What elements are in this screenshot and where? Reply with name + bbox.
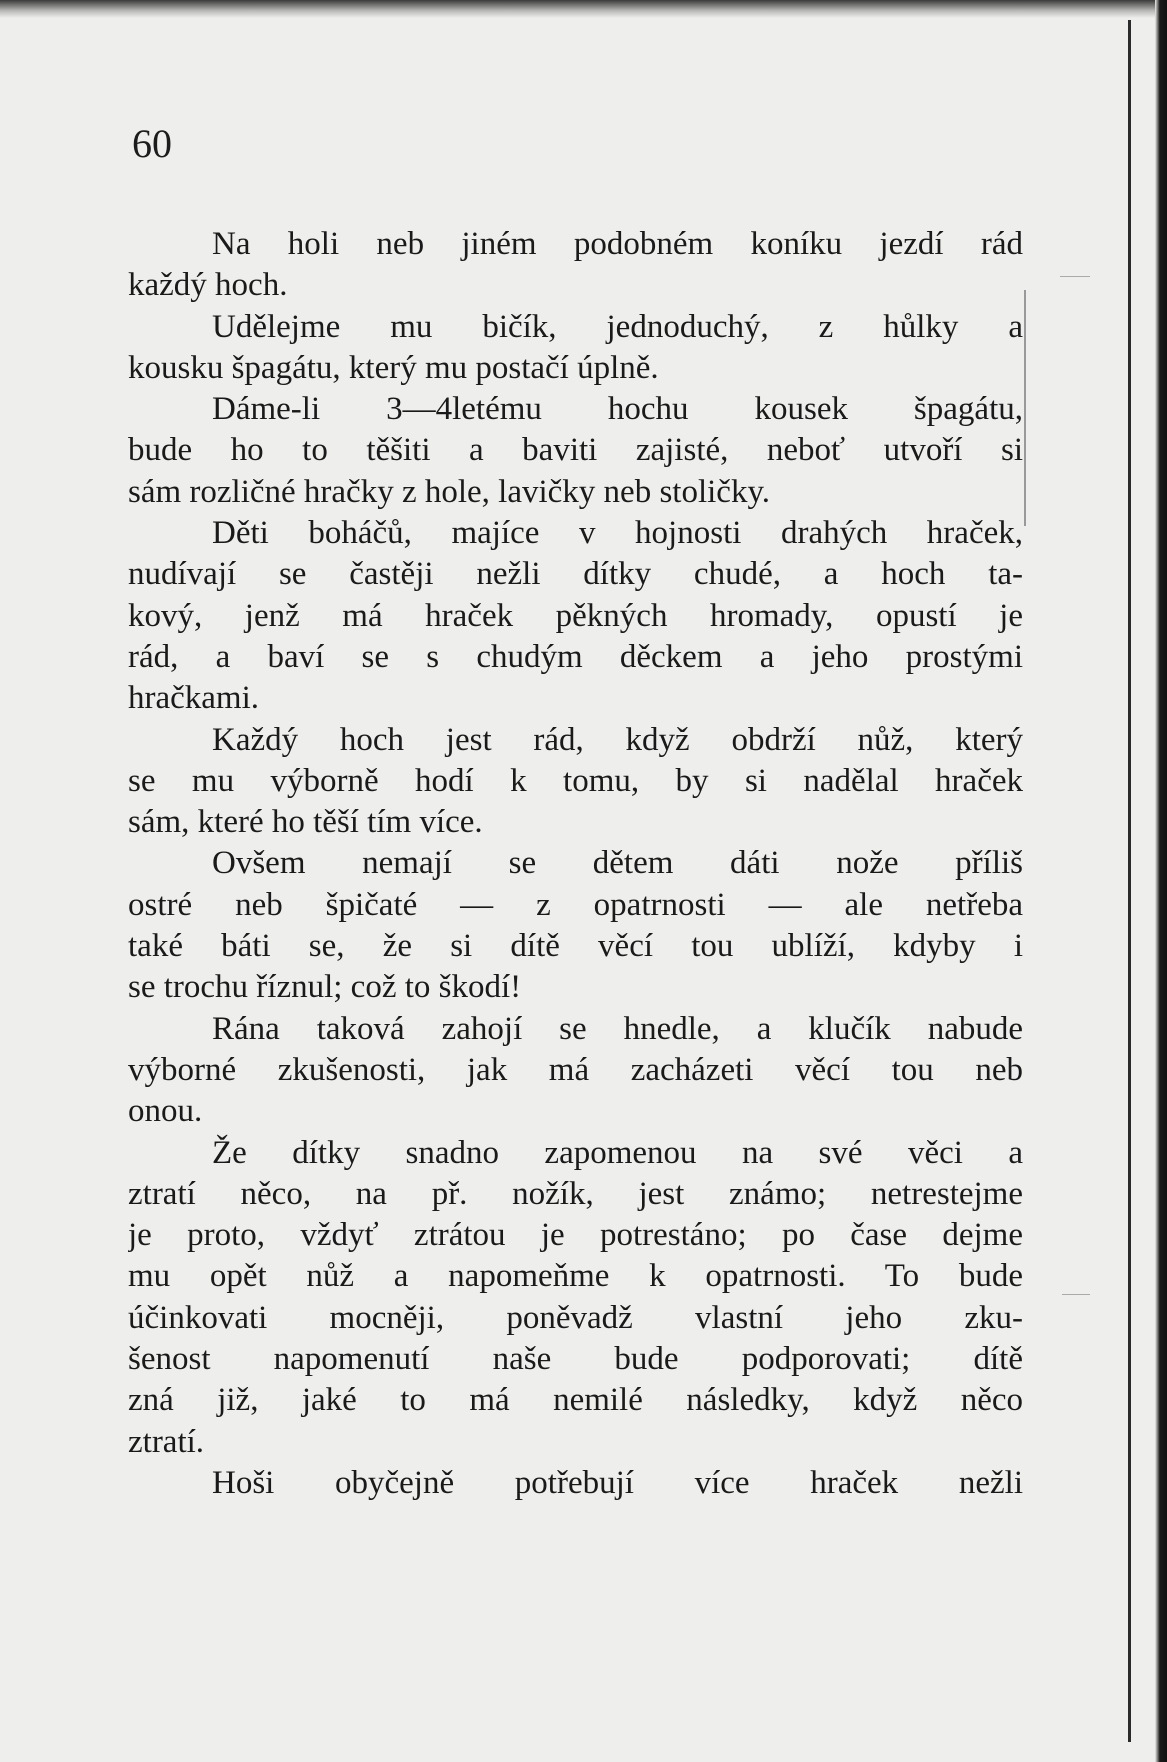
text-line: také báti se, že si dítě věcí tou ublíží, kdyby i [128, 928, 1023, 965]
text-line: bude ho to těšiti a baviti zajisté, neboť utvoří si [128, 432, 1023, 469]
text-line: hračkami. [128, 680, 260, 717]
text-line: Na holi neb jiném podobném koníku jezdí rád [212, 226, 1023, 262]
text-line: ztratí. [128, 1423, 205, 1460]
text-line: kousku špagátu, který mu postačí úplně. [128, 349, 659, 386]
text-line: šenost napomenutí naše bude podporovati; dítě [128, 1341, 1023, 1378]
text-line: zná již, jaké to má nemilé následky, když něco [128, 1382, 1023, 1419]
text-line: mu opět nůž a napomeňme k opatrnosti. To bude [128, 1258, 1023, 1295]
scan-edge-top [0, 0, 1167, 18]
text-line: onou. [128, 1093, 203, 1130]
text-line: Že dítky snadno zapomenou na své věci a [212, 1134, 1023, 1171]
text-line: kový, jenž má hraček pěkných hromady, opustí je [128, 597, 1023, 634]
body-text [128, 224, 1023, 1504]
text-line: ztratí něco, na př. nožík, jest známo; netrestejme [128, 1175, 1023, 1212]
text-line: je proto, vždyť ztrátou je potrestáno; po čase dejme [128, 1217, 1023, 1254]
text-line: Ovšem nemají se dětem dáti nože příliš [212, 845, 1023, 882]
text-line: Dáme-li 3—4letému hochu kousek špagátu, [212, 391, 1023, 428]
text-line: nudívají se častěji nežli dítky chudé, a hoch ta- [128, 556, 1023, 593]
text-line: se mu výborně hodí k tomu, by si nadělal hraček [128, 762, 1023, 799]
scan-edge-right-line [1128, 20, 1131, 1742]
text-line: účinkovati mocněji, poněvadž vlastní jeho zku- [128, 1299, 1023, 1336]
text-line: Hoši obyčejně potřebují více hraček nežli [212, 1464, 1023, 1501]
text-line: výborné zkušenosti, jak má zacházeti věcí tou neb [128, 1051, 1023, 1088]
margin-tick [1060, 276, 1090, 277]
text-line: ostré neb špičaté — z opatrnosti — ale netřeba [128, 886, 1023, 923]
text-line: sám, které ho těší tím více. [128, 804, 483, 841]
text-line: Každý hoch jest rád, když obdrží nůž, který [212, 721, 1023, 758]
text-line: Udělejme mu bičík, jednoduchý, z hůlky a [212, 308, 1023, 345]
margin-tick [1062, 1294, 1090, 1295]
text-line: Rána taková zahojí se hnedle, a klučík nabude [212, 1010, 1023, 1047]
scan-edge-right [1155, 0, 1167, 1762]
page-number: 60 [132, 121, 172, 166]
text-line: sám rozličné hračky z hole, lavičky neb stoličky. [128, 473, 771, 510]
text-line: se trochu říznul; což to škodí! [128, 969, 522, 1006]
text-line: Děti boháčů, majíce v hojnosti drahých hraček, [212, 515, 1023, 552]
text-line: každý hoch. [128, 267, 288, 304]
margin-mark [1024, 290, 1026, 526]
text-line: rád, a baví se s chudým děckem a jeho prostými [128, 638, 1023, 675]
